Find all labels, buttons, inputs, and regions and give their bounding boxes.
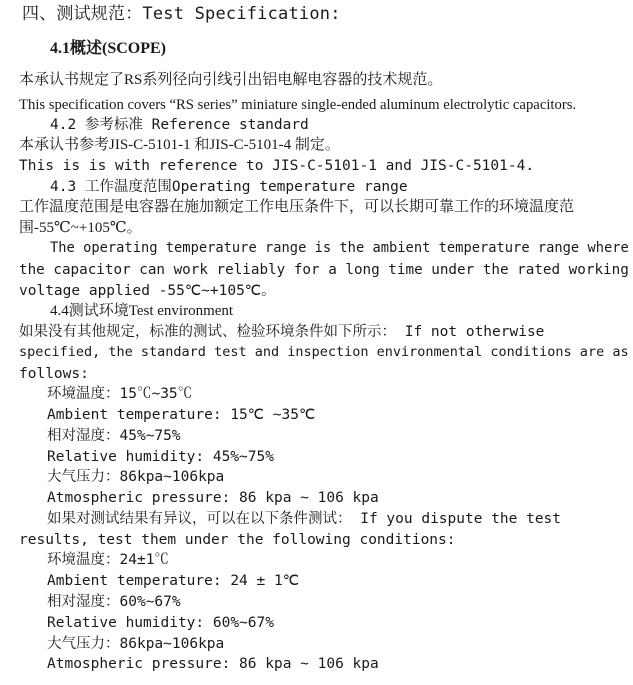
section-4-2-en: This is is with reference to JIS-C-5101-1 and JIS-C-5101-4.	[19, 158, 535, 174]
section-4-3-zh-line-2: 围-55℃~+105℃。	[19, 220, 142, 236]
section-4-4-intro-line-3: follows:	[19, 366, 89, 382]
dispute-ambient-temperature-zh: 环境温度：24±1℃	[47, 552, 169, 568]
section-4-3-zh-line-1: 工作温度范围是电容器在施加额定工作电压条件下，可以长期可靠工作的环境温度范	[19, 199, 575, 215]
standard-relative-humidity-zh: 相对湿度：45%~75%	[47, 428, 181, 444]
section-4-1-en: This specification covers “RS series” miniature single-ended aluminum electrolytic capacitors.	[19, 97, 577, 113]
dispute-atmospheric-pressure-zh: 大气压力：86kpa~106kpa	[47, 636, 225, 652]
section-4-2-zh: 本承认书参考JIS-C-5101-1 和JIS-C-5101-4 制定。	[19, 137, 340, 153]
section-4-4-intro-line-2: specified, the standard test and inspection environmental conditions are as	[19, 344, 629, 360]
section-4-1-heading: 4.1概述(SCOPE)	[50, 40, 167, 57]
section-4-4-heading: 4.4测试环境Test environment	[50, 303, 234, 319]
dispute-relative-humidity-zh: 相对湿度：60%~67%	[47, 594, 181, 610]
standard-relative-humidity-en: Relative humidity: 45%~75%	[47, 449, 274, 465]
dispute-relative-humidity-en: Relative humidity: 60%~67%	[47, 615, 274, 631]
dispute-atmospheric-pressure-en: Atmospheric pressure: 86 kpa ~ 106 kpa	[47, 656, 379, 672]
section-4-3-en-line-1: The operating temperature range is the ambient temperature range where	[50, 240, 629, 256]
section-4-3-heading: 4.3 工作温度范围Operating temperature range	[50, 179, 408, 195]
section-4-4-intro-line-1: 如果没有其他规定，标准的测试、检验环境条件如下所示： If not otherwise	[19, 324, 545, 340]
standard-atmospheric-pressure-en: Atmospheric pressure: 86 kpa ~ 106 kpa	[47, 490, 379, 506]
standard-atmospheric-pressure-zh: 大气压力：86kpa~106kpa	[47, 469, 225, 485]
section-4-heading: 四、测试规范：Test Specification:	[22, 4, 341, 24]
standard-ambient-temperature-zh: 环境温度：15℃~35℃	[47, 386, 193, 402]
dispute-intro-line-1: 如果对测试结果有异议，可以在以下条件测试： If you dispute the test	[47, 511, 562, 527]
standard-ambient-temperature-en: Ambient temperature: 15℃ ~35℃	[47, 407, 316, 423]
dispute-intro-line-2: results, test them under the following conditions:	[19, 532, 456, 548]
section-4-2-heading: 4.2 参考标准 Reference standard	[50, 117, 309, 133]
section-4-1-zh: 本承认书规定了RS系列径向引线引出铝电解电容器的技术规范。	[19, 72, 443, 88]
section-4-3-en-line-2: the capacitor can work reliably for a long time under the rated working	[19, 262, 629, 278]
section-4-3-en-line-3: voltage applied -55℃~+105℃。	[19, 283, 276, 299]
dispute-ambient-temperature-en: Ambient temperature: 24 ± 1℃	[47, 573, 299, 589]
